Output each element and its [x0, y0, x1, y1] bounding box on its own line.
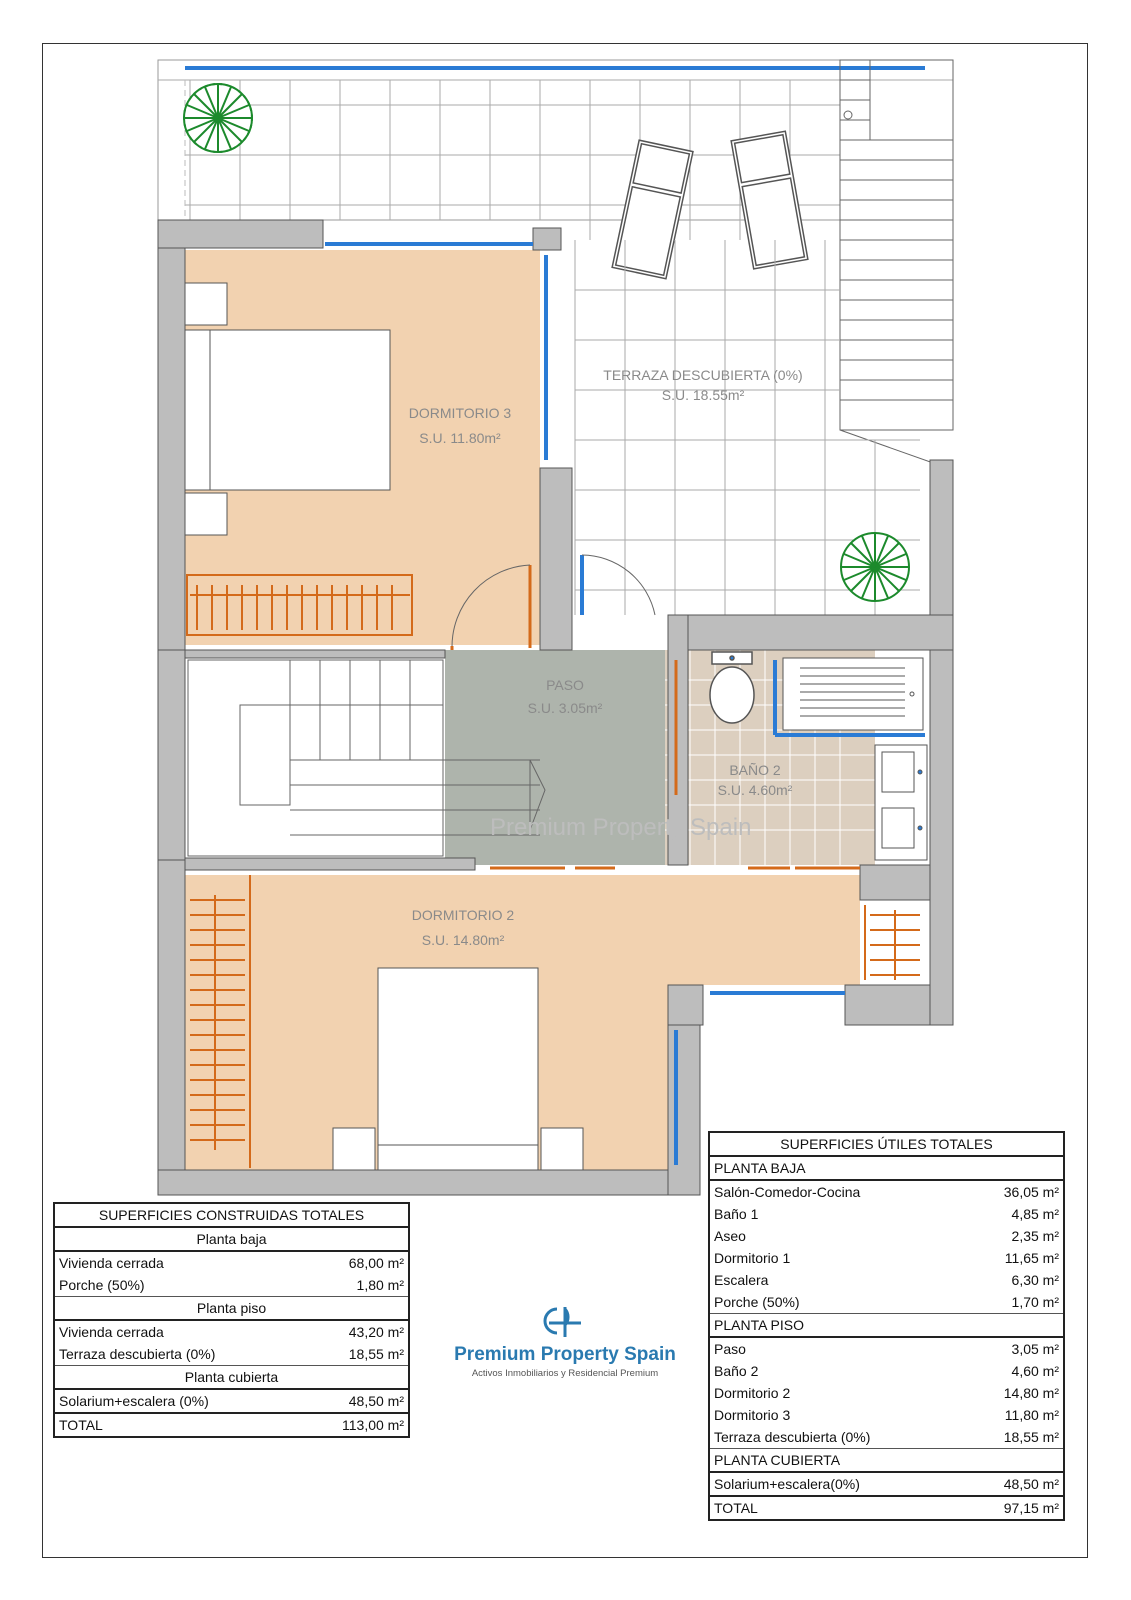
row-value: 48,50 m²	[302, 1389, 409, 1413]
row-label: Solarium+escalera(0%)	[709, 1472, 965, 1496]
logo-name: Premium Property Spain	[454, 1344, 676, 1365]
section-title: PLANTA PISO	[709, 1314, 1064, 1338]
row-label: Vivienda cerrada	[54, 1320, 302, 1343]
dormitorio2-name: DORMITORIO 2	[411, 907, 515, 923]
row-label: Vivienda cerrada	[54, 1251, 302, 1274]
row-label: Paso	[709, 1337, 965, 1360]
terrace-tiles	[158, 60, 953, 240]
row-value: 6,30 m²	[965, 1269, 1064, 1291]
row-value: 36,05 m²	[965, 1180, 1064, 1203]
row-label: Baño 1	[709, 1203, 965, 1225]
tree-icon	[184, 84, 252, 152]
shower-tray-icon	[783, 658, 923, 730]
row-label: Porche (50%)	[709, 1291, 965, 1314]
row-value: 68,00 m²	[302, 1251, 409, 1274]
section-title: Planta baja	[54, 1227, 409, 1251]
dormitorio2-area: S.U. 14.80m²	[421, 932, 505, 948]
row-value: 48,50 m²	[965, 1472, 1064, 1496]
row-value: 3,05 m²	[965, 1337, 1064, 1360]
total-label: TOTAL	[709, 1496, 965, 1520]
terraza-name: TERRAZA DESCUBIERTA (0%)	[603, 367, 803, 383]
row-value: 18,55 m²	[965, 1426, 1064, 1449]
construidas-table	[53, 1202, 410, 1438]
pp-monogram-icon	[543, 1305, 587, 1339]
toilet-icon	[710, 652, 754, 723]
total-value: 97,15 m²	[965, 1496, 1064, 1520]
utiles-title: SUPERFICIES ÚTILES TOTALES	[709, 1132, 1064, 1156]
section-title: Planta cubierta	[54, 1366, 409, 1390]
dormitorio3-name: DORMITORIO 3	[408, 405, 512, 421]
sink-icon	[875, 745, 927, 860]
row-value: 2,35 m²	[965, 1225, 1064, 1247]
wardrobe-small	[865, 905, 920, 980]
utiles-table	[708, 1131, 1065, 1521]
row-label: Solarium+escalera (0%)	[54, 1389, 302, 1413]
row-label: Terraza descubierta (0%)	[54, 1343, 302, 1366]
row-label: Dormitorio 2	[709, 1382, 965, 1404]
row-label: Porche (50%)	[54, 1274, 302, 1297]
dormitorio3-area: S.U. 11.80m²	[419, 430, 501, 446]
brand-logo	[440, 1305, 690, 1379]
row-value: 43,20 m²	[302, 1320, 409, 1343]
row-label: Terraza descubierta (0%)	[709, 1426, 965, 1449]
row-value: 14,80 m²	[965, 1382, 1064, 1404]
watermark: Premium Property Spain	[490, 814, 752, 841]
paso-area: S.U. 3.05m²	[527, 700, 603, 716]
section-title: PLANTA CUBIERTA	[709, 1449, 1064, 1473]
row-value: 4,85 m²	[965, 1203, 1064, 1225]
row-value: 4,60 m²	[965, 1360, 1064, 1382]
section-title: Planta piso	[54, 1297, 409, 1321]
row-value: 1,70 m²	[965, 1291, 1064, 1314]
row-value: 11,65 m²	[965, 1247, 1064, 1269]
bano2-area: S.U. 4.60m²	[717, 782, 793, 798]
bano2-name: BAÑO 2	[729, 762, 781, 778]
row-label: Baño 2	[709, 1360, 965, 1382]
row-value: 1,80 m²	[302, 1274, 409, 1297]
terraza-area: S.U. 18.55m²	[661, 387, 745, 403]
total-value: 113,00 m²	[302, 1413, 409, 1437]
row-label: Dormitorio 3	[709, 1404, 965, 1426]
logo-tagline: Activos Inmobiliarios y Residencial Premium	[471, 1368, 659, 1379]
row-value: 11,80 m²	[965, 1404, 1064, 1426]
tree-icon	[841, 533, 909, 601]
total-label: TOTAL	[54, 1413, 302, 1437]
paso-name: PASO	[546, 677, 584, 693]
roof-stair	[840, 60, 953, 470]
row-label: Escalera	[709, 1269, 965, 1291]
row-value: 18,55 m²	[302, 1343, 409, 1366]
section-title: PLANTA BAJA	[709, 1156, 1064, 1180]
row-label: Aseo	[709, 1225, 965, 1247]
construidas-title: SUPERFICIES CONSTRUIDAS TOTALES	[54, 1203, 409, 1227]
row-label: Dormitorio 1	[709, 1247, 965, 1269]
row-label: Salón-Comedor-Cocina	[709, 1180, 965, 1203]
